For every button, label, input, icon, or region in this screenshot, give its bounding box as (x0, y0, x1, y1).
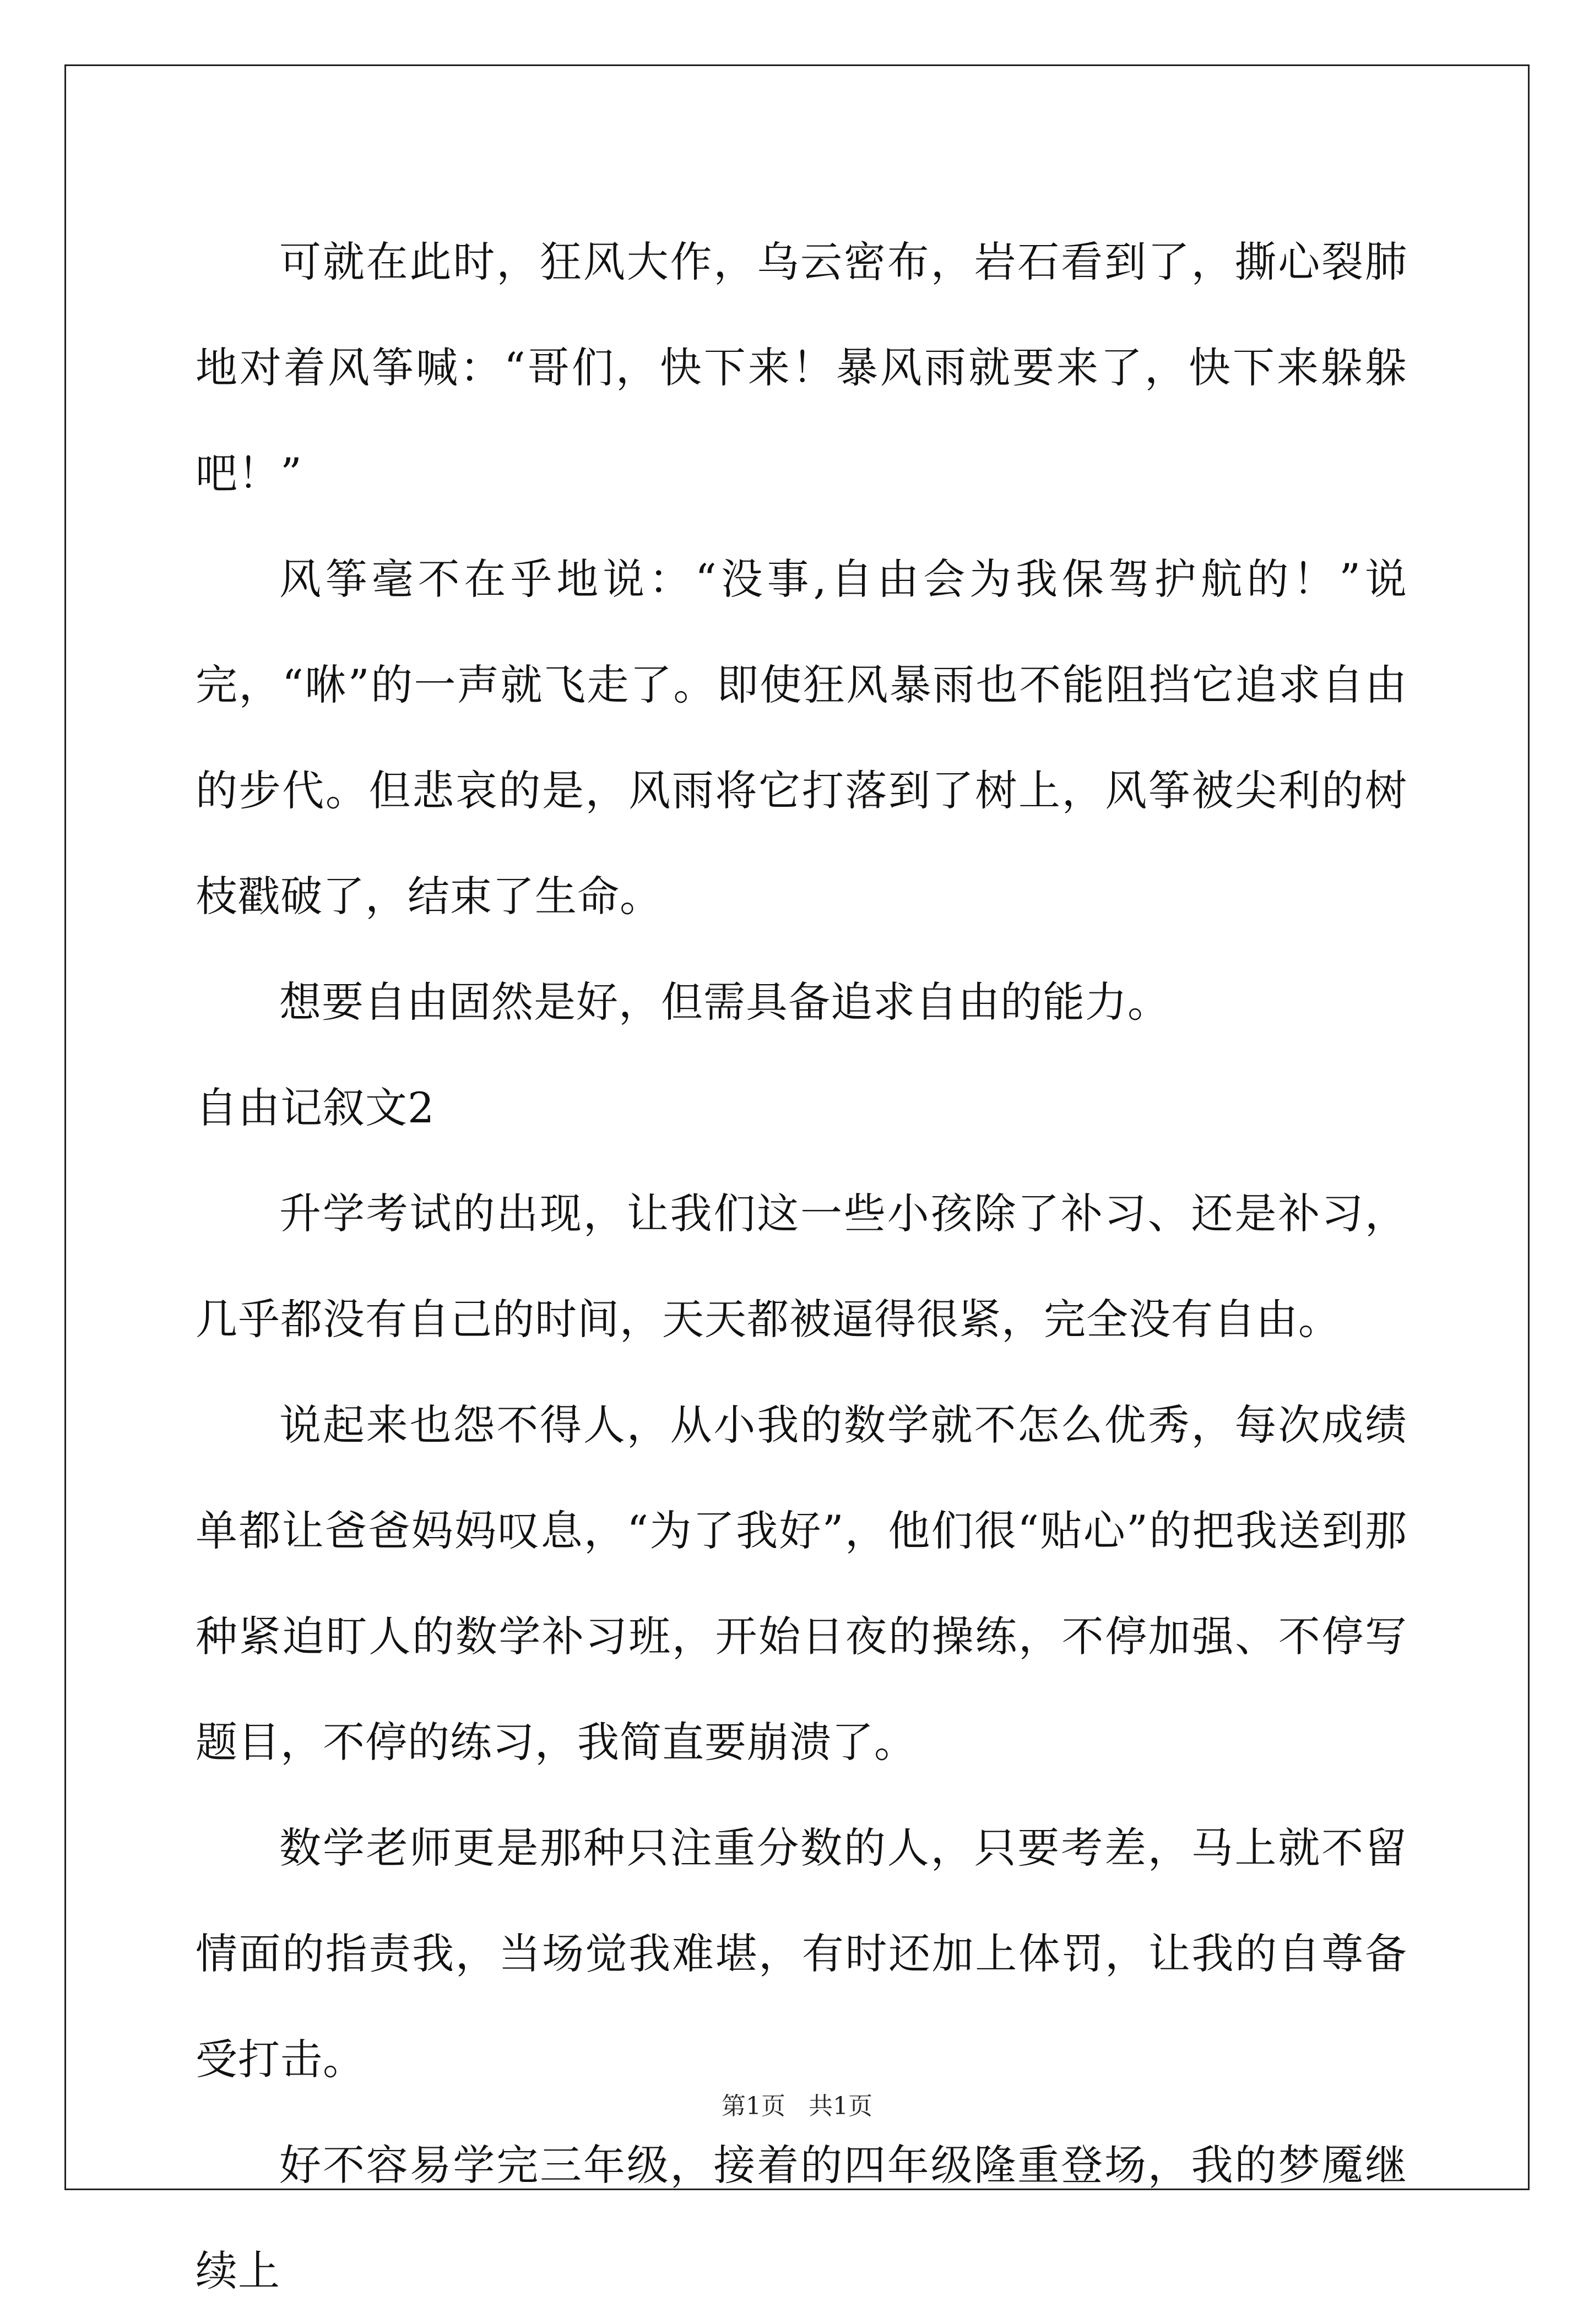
page-total: 共1页 (808, 2092, 872, 2120)
page-footer (0, 2090, 1594, 2123)
paragraph: 风筝毫不在乎地说：“没事,自由会为我保驾护航的！”说完，“咻”的一声就飞走了。即使狂风暴雨也不能阻挡它追求自由的步代。但悲哀的是，风雨将它打落到了树上，风筝被尖利的树枝戳破了，结束了生命。 (196, 555, 1407, 921)
paragraph: 好不容易学完三年级，接着的四年级隆重登场，我的梦魇继续上 (196, 2141, 1407, 2295)
document-body (196, 209, 1407, 2324)
paragraph: 想要自由固然是好，但需具备追求自由的能力。 (279, 978, 1170, 1027)
paragraph: 可就在此时，狂风大作，乌云密布，岩石看到了，撕心裂肺地对着风筝喊：“哥们，快下来！暴风雨就要来了，快下来躲躲吧！” (196, 237, 1407, 498)
section-heading: 自由记叙文2 (196, 1083, 435, 1132)
paragraph: 升学考试的出现，让我们这一些小孩除了补习、还是补习，几乎都没有自己的时间，天天都被逼得很紧，完全没有自由。 (196, 1189, 1407, 1344)
paragraph: 数学老师更是那种只注重分数的人，只要考差，马上就不留情面的指责我，当场觉我难堪，有时还加上体罚，让我的自尊备受打击。 (196, 1823, 1407, 2084)
page-number: 第1页 (722, 2092, 786, 2120)
paragraph: 说起来也怨不得人，从小我的数学就不怎么优秀，每次成绩单都让爸爸妈妈叹息，“为了我好”，他们很“贴心”的把我送到那种紧迫盯人的数学补习班，开始日夜的操练，不停加强、不停写题目，不停的练习，我简直要崩溃了。 (196, 1400, 1407, 1767)
